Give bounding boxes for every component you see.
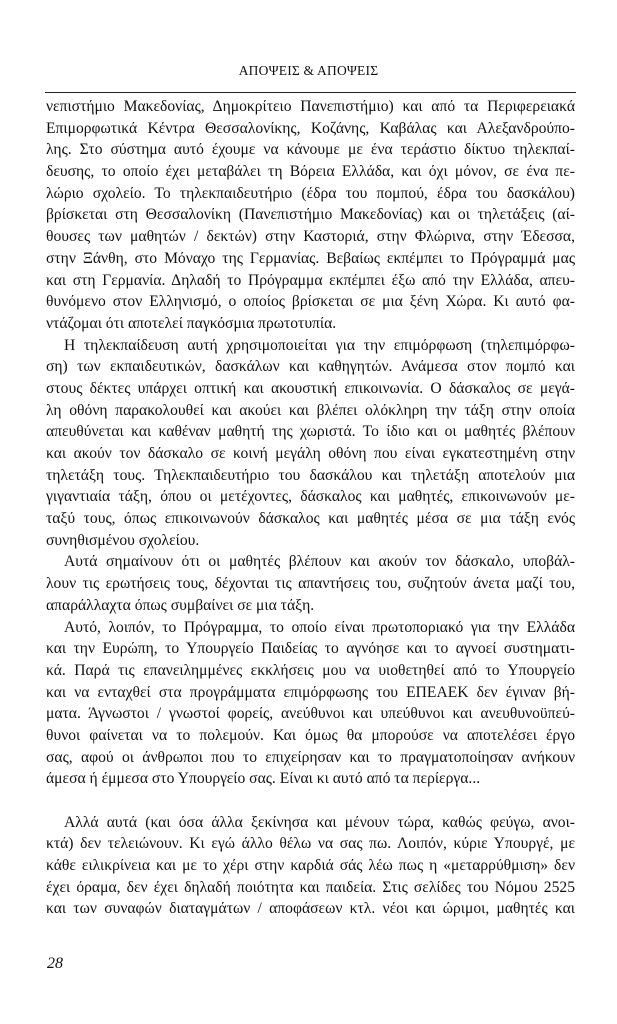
text-line: βρίσκεται στη Θεσσαλονίκη (Πανεπιστήμιο Μακεδονίας) και οι τηλετάξεις (αί-: [46, 206, 575, 224]
text-line: ταξύ τους, όπως επικοινωνούν δάσκαλος και μαθητές μέσα σε μια τάξη ενός: [46, 510, 575, 528]
text-line: τηλετάξη τους. Τηλεκπαιδευτήριο του δασκάλου και τηλετάξη αποτελούν μια: [46, 466, 575, 484]
text-line: Επιμορφωτικά Κέντρα Θεσσαλονίκης, Κοζάνης, Καβάλας και Αλεξανδρούπο-: [46, 119, 575, 137]
text-line: συνηθισμένου σχολείου.: [46, 531, 200, 549]
text-line: στην Ξάνθη, στο Μόναχο της Γερμανίας. Βεβαίως εκπέμπει το Πρόγραμμά μας: [46, 249, 575, 267]
text-line: ματα. Άγνωστοι / γνωστοί φορείς, ανεύθυνοι και υπεύθυνοι και ανευθυνοϋπεύ-: [46, 705, 575, 723]
text-line: και στη Γερμανία. Δηλαδή το Πρόγραμμα εκπέμπει έξω από την Ελλάδα, απευ-: [46, 271, 575, 289]
text-line: Αυτό, λοιπόν, το Πρόγραμμα, το οποίο είναι πρωτοποριακό για την Ελλάδα: [64, 618, 575, 636]
text-line: απαράλλαχτα όπως συμβαίνει σε μια τάξη.: [46, 596, 315, 614]
text-line: λη οθόνη παρακολουθεί και ακούει και βλέπει ολόκληρη την τάξη στην οποία: [46, 401, 575, 419]
text-line: θυνόμενο στον Ελληνισμό, ο οποίος βρίσκεται σε μια ξένη Χώρα. Κι αυτό φα-: [46, 293, 575, 311]
text-line: γιγαντιαία τάξη, όπου οι μετέχοντες, δάσκαλος και μαθητές, επικοινωνούν με-: [46, 488, 575, 506]
text-line: κτά) δεν τελειώνουν. Κι εγώ άλλο θέλω να σας πω. Λοιπόν, κύριε Υπουργέ, με: [46, 835, 575, 853]
text-line: Αλλά αυτά (και όσα άλλα ξεκίνησα και μένουν τώρα, καθώς φεύγω, ανοι-: [64, 813, 575, 831]
running-header: ΑΠΟΨΕΙΣ & ΑΠΟΨΕΙΣ: [238, 63, 379, 78]
text-line: σας, αφού οι άνθρωποι που το επιχείρησαν και το πραγματοποίησαν ανήκουν: [46, 748, 575, 766]
text-line: και των συναφών διαταγμάτων / αποφάσεων κτλ. νέοι και ώριμοι, μαθητές και: [46, 900, 575, 918]
text-line: έχει όραμα, δεν έχει δηλαδή ποιότητα και παιδεία. Στις σελίδες του Νόμου 2525: [46, 878, 575, 896]
body-text: [46, 96, 575, 920]
text-line: κά. Παρά τις επανειλημμένες εκκλήσεις μου να υιοθετηθεί από το Υπουργείο: [46, 661, 575, 679]
text-line: κάθε ειλικρίνεια και με το χέρι στην καρδιά σάς λέω πως η «μεταρρύθμιση» δεν: [46, 857, 575, 875]
text-line: και την Ευρώπη, το Υπουργείο Παιδείας το αγνόησε και το αγνοεί συστηματι-: [46, 640, 575, 658]
text-line: θυνοι φαίνεται να το πολεμούν. Και όμως θα μπορούσε να αποτελέσει έργο: [46, 726, 575, 744]
text-line: Αυτά σημαίνουν ότι οι μαθητές βλέπουν και ακούν τον δάσκαλο, υποβάλ-: [64, 553, 575, 571]
paragraph-gap: [46, 790, 575, 812]
text-line: θουσες των μαθητών / δεκτών) στην Καστοριά, στην Φλώρινα, στην Έδεσσα,: [46, 228, 575, 246]
header-rule: [45, 92, 576, 93]
text-line: απευθύνεται και καθέναν μαθητή της χωριστά. Το ίδιο και οι μαθητές βλέπουν: [46, 423, 575, 441]
text-line: δευσης, το οποίο έχει μεταβάλει τη Βόρεια Ελλάδα, και όχι μόνον, σε ένα πε-: [46, 163, 575, 181]
text-line: λώριο σχολείο. Το τηλεκπαιδευτήριο (έδρα του πομπού, έδρα του δασκάλου): [46, 184, 575, 202]
text-line: και ακούν τον δάσκαλο σε κοινή μεγάλη οθόνη που είναι εγκατεστημένη στην: [46, 445, 575, 462]
text-line: και να ενταχθεί στα προγράμματα επιμόρφωσης του ΕΠΕΑΕΚ δεν έγιναν βή-: [46, 683, 575, 701]
text-line: Η τηλεκπαίδευση αυτή χρησιμοποιείται για την επιμόρφωση (τηλεπιμόρφω-: [64, 336, 575, 354]
text-line: λης. Στο σύστημα αυτό έχουμε να κάνουμε με ένα τεράστιο δίκτυο τηλεκπαί-: [46, 141, 575, 159]
text-line: λουν τις ερωτήσεις τους, δέχονται τις απαντήσεις του, συζητούν άνετα μαζί του,: [46, 575, 575, 593]
page-number: 28: [47, 955, 63, 972]
text-line: άμεσα ή έμμεσα στο Υπουργείο σας. Είναι κι αυτό από τα περίεργα...: [46, 770, 481, 788]
text-line: στους δέκτες υπάρχει οπτική και ακουστική επικοινωνία. Ο δάσκαλος σε μεγά-: [46, 379, 575, 397]
text-line: ντάζομαι ότι αποτελεί παγκόσμια πρωτοτυπία.: [46, 314, 337, 332]
text-line: ση) των εκπαιδευτικών, δασκάλων και καθηγητών. Ανάμεσα στον πομπό και: [46, 358, 575, 376]
text-line: νεπιστήμιο Μακεδονίας, Δημοκρίτειο Πανεπιστήμιο) και από τα Περιφερειακά: [46, 98, 575, 115]
